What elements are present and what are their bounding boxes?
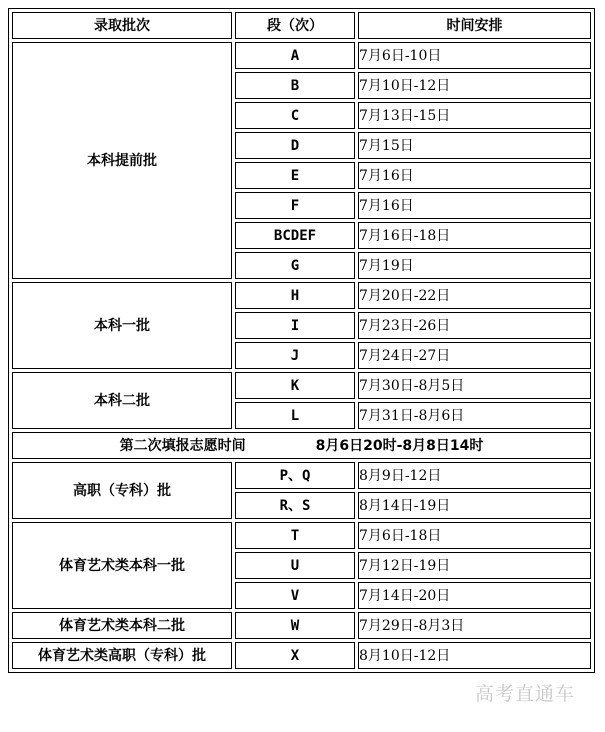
table-row <box>12 642 591 669</box>
batch-cell: 体育艺术类本科二批 <box>12 612 232 639</box>
segment-cell: B <box>235 72 355 99</box>
schedule-cell: 7月16日 <box>358 162 591 189</box>
segment-cell: R、S <box>235 492 355 519</box>
schedule-cell: 7月29日-8月3日 <box>358 612 591 639</box>
schedule-cell: 7月20日-22日 <box>358 282 591 309</box>
schedule-cell: 7月23日-26日 <box>358 312 591 339</box>
batch-cell: 本科提前批 <box>12 42 232 279</box>
segment-cell: L <box>235 402 355 429</box>
segment-cell: W <box>235 612 355 639</box>
segment-cell: V <box>235 582 355 609</box>
second-application-time: 8月6日20时-8月8日14时 <box>315 437 484 454</box>
schedule-cell: 7月14日-20日 <box>358 582 591 609</box>
segment-cell: P、Q <box>235 462 355 489</box>
table-row <box>12 372 591 399</box>
schedule-cell: 7月13日-15日 <box>358 102 591 129</box>
watermark-text: 高考直通车 <box>474 683 575 705</box>
batch-cell: 体育艺术类高职（专科）批 <box>12 642 232 669</box>
second-application-row <box>12 432 591 459</box>
schedule-cell: 8月14日-19日 <box>358 492 591 519</box>
schedule-cell: 7月6日-10日 <box>358 42 591 69</box>
header-batch: 录取批次 <box>12 12 232 39</box>
segment-cell: K <box>235 372 355 399</box>
segment-cell: F <box>235 192 355 219</box>
table-row <box>12 42 591 69</box>
header-segment: 段（次） <box>235 12 355 39</box>
batch-cell: 体育艺术类本科一批 <box>12 522 232 609</box>
batch-cell: 高职（专科）批 <box>12 462 232 519</box>
table-row <box>12 522 591 549</box>
schedule-cell: 8月9日-12日 <box>358 462 591 489</box>
table-row <box>12 282 591 309</box>
segment-cell: T <box>235 522 355 549</box>
schedule-cell: 7月6日-18日 <box>358 522 591 549</box>
segment-cell: J <box>235 342 355 369</box>
segment-cell: G <box>235 252 355 279</box>
header-row <box>12 12 591 39</box>
table-body <box>12 12 591 669</box>
second-application-notice <box>12 432 591 459</box>
schedule-cell: 7月19日 <box>358 252 591 279</box>
table-row <box>12 612 591 639</box>
second-application-label: 第二次填报志愿时间 <box>119 437 246 454</box>
batch-cell: 本科一批 <box>12 282 232 369</box>
header-schedule: 时间安排 <box>358 12 591 39</box>
schedule-cell: 7月30日-8月5日 <box>358 372 591 399</box>
schedule-cell: 7月24日-27日 <box>358 342 591 369</box>
segment-cell: H <box>235 282 355 309</box>
schedule-cell: 7月16日 <box>358 192 591 219</box>
admission-schedule-table <box>8 8 595 673</box>
segment-cell: C <box>235 102 355 129</box>
schedule-cell: 7月31日-8月6日 <box>358 402 591 429</box>
segment-cell: U <box>235 552 355 579</box>
segment-cell: X <box>235 642 355 669</box>
batch-cell: 本科二批 <box>12 372 232 429</box>
schedule-cell: 7月12日-19日 <box>358 552 591 579</box>
schedule-cell: 7月10日-12日 <box>358 72 591 99</box>
schedule-cell: 7月15日 <box>358 132 591 159</box>
segment-cell: E <box>235 162 355 189</box>
segment-cell: D <box>235 132 355 159</box>
schedule-cell: 7月16日-18日 <box>358 222 591 249</box>
segment-cell: BCDEF <box>235 222 355 249</box>
schedule-cell: 8月10日-12日 <box>358 642 591 669</box>
segment-cell: A <box>235 42 355 69</box>
table-row <box>12 462 591 489</box>
segment-cell: I <box>235 312 355 339</box>
